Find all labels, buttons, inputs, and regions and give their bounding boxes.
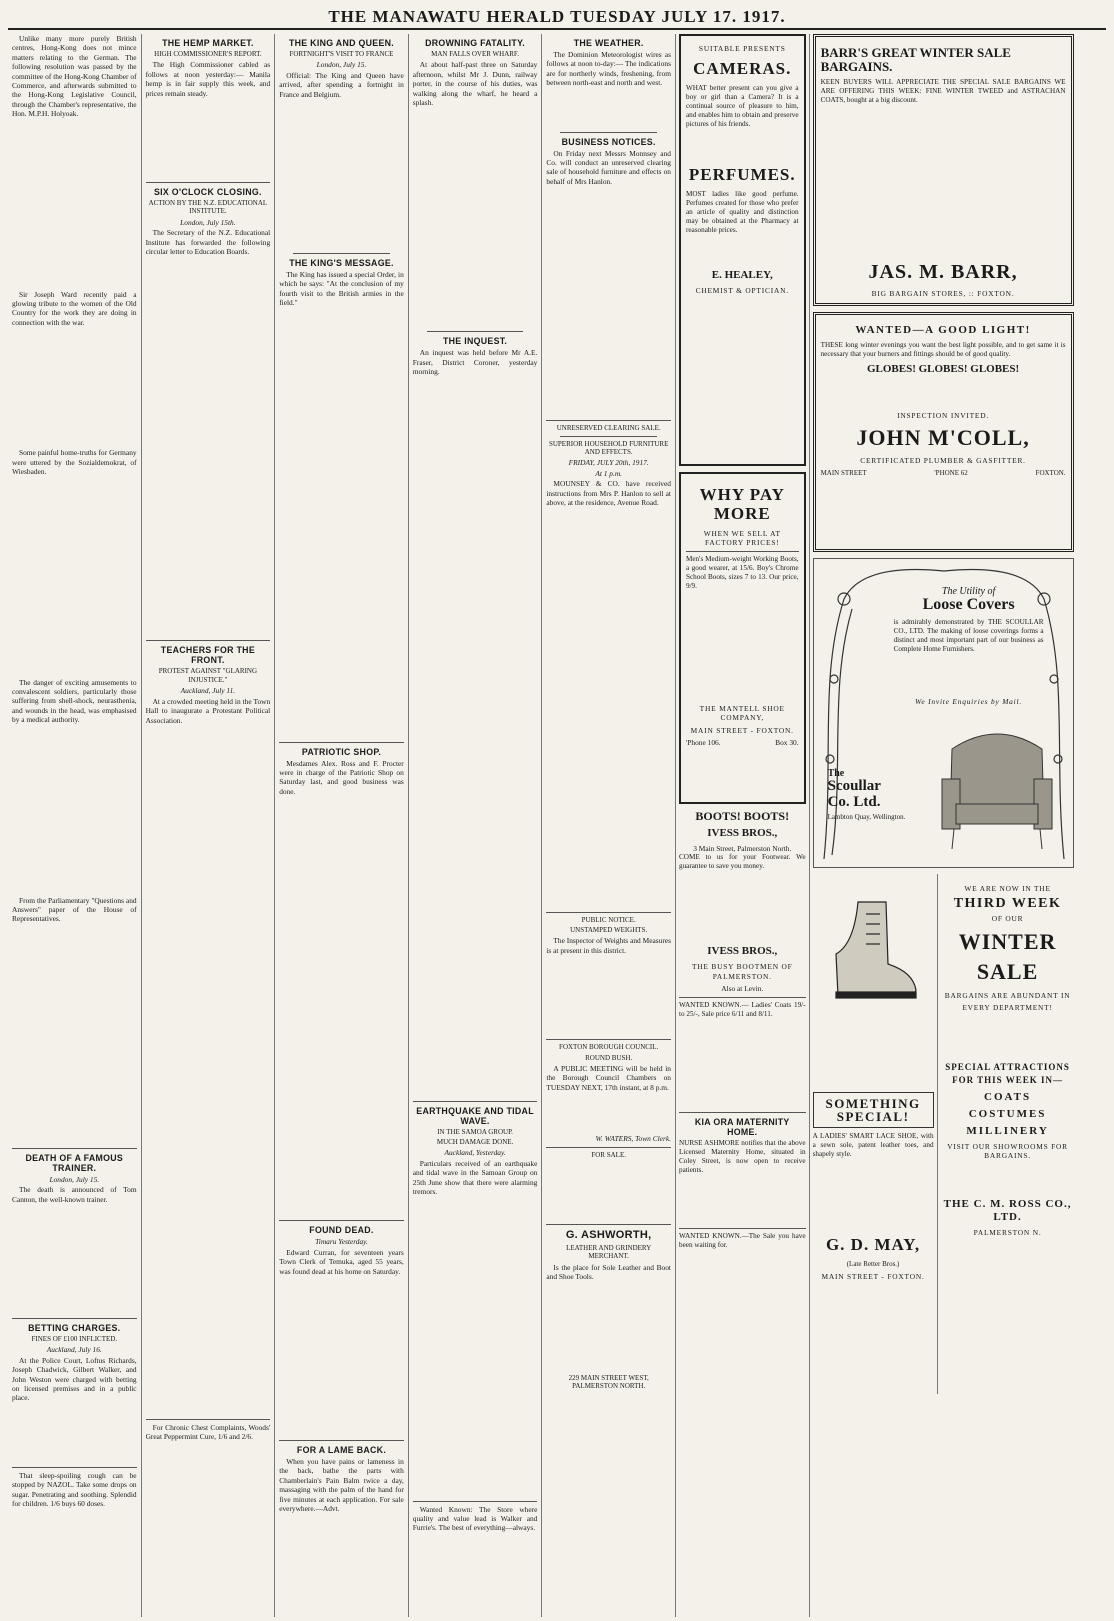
divider [560, 132, 657, 133]
headline: EARTHQUAKE AND TIDAL WAVE. [416, 1105, 534, 1126]
column-5 [542, 34, 676, 1617]
advert-ivess: BOOTS! BOOTS! IVESS BROS., 3 Main Street, Palmerston North. COME to us for your Footwear. We guarantee to save you money. IVESS BROS., THE BUSY BOOTMEN OF PALMERSTON. Also at Levin. [678, 809, 806, 994]
dateline: Auckland, July 11. [180, 686, 236, 696]
masthead [8, 6, 1106, 30]
advert-name: G. D. MAY, [825, 1235, 921, 1254]
article-text: At a crowded meeting held in the Town Hall to inaugurate a Protestant Political Association. [145, 696, 271, 725]
article-text: The King has issued a special Order, in which he says: "At the conclusion of my fourth visit to the British armies in the field." [279, 270, 404, 308]
advert-title: BOOTS! BOOTS! [695, 809, 790, 823]
divider [427, 331, 524, 332]
address: 229 MAIN STREET WEST, PALMERSTON NORTH. [568, 1373, 649, 1390]
article-text: On Friday next Messrs Monnsey and Co. will conduct an unreserved clearing sale of household furniture and effects on behalf of Mrs Hanlon. [546, 148, 671, 186]
subhead: FORTNIGHT'S VISIT TO FRANCE [289, 50, 394, 58]
article-text: The Inspector of Weights and Measures is at present in this district. [546, 936, 671, 955]
article-text: The Secretary of the N.Z. Educational Institute has forwarded the following circular letter to Education Boards. [145, 228, 271, 257]
advert-text: NURSE ASHMORE notifies that the above Licensed Maternity Home, situated in Coley Street, is now open to receive patients. [678, 1138, 806, 1174]
advert-name: JOHN M'COLL, [856, 425, 1030, 451]
advert-scoullar: The Utility of Loose Covers is admirably demonstrated by THE SCOULLAR CO., LTD. The making of loose coverings forms a distinct and most important part of our business as Complete Home Furnishers. We Invite Enquiries by Mail. The Scoullar Co. Ltd. Lambton Quay, Wellington. [813, 558, 1074, 868]
article-text: Edward Curran, for seventeen years Town Clerk of Temuka, aged 55 years, was found dead at his home on Saturday. [279, 1247, 404, 1276]
subhead: MAN FALLS OVER WHARF. [431, 50, 519, 58]
advert-title: CAMERAS. [693, 59, 792, 79]
subhead: PROTEST AGAINST "GLARING INJUSTICE." [158, 667, 258, 684]
article-text: When you have pains or lameness in the back, bathe the parts with Chamberlain's Pain Balm twice a day, massaging with the palm of the hand for five minutes at each application. For sale everywhere.—Advt. [279, 1456, 404, 1513]
article-text: At about half-past three on Saturday afternoon, whilst Mr J. Dunn, railway porter, in the course of his duties, was walking along the wharf, he heard a splash. [412, 60, 538, 108]
article-text: At the Police Court, Loftus Richards, Joseph Chadwick, Gilbert Walker, and John Weston were charged with betting on licensed premises and in a public place. [12, 1355, 137, 1403]
article-text: Is the place for Sole Leather and Boot and Shoe Tools. [546, 1262, 671, 1282]
column-6-ads [676, 34, 810, 1617]
advert-text: WANTED KNOWN.—The Sale you have been waiting for. [678, 1231, 806, 1249]
column-7-ads [810, 34, 1077, 1617]
divider [546, 1039, 671, 1040]
advert-name: E. HEALEY, [711, 269, 773, 282]
advert-name: Scoullar [827, 778, 881, 795]
dateline: Auckland, July 16. [46, 1345, 102, 1355]
advert-name: JAS. M. BARR, [868, 261, 1018, 283]
divider [546, 1147, 671, 1148]
advert-name: THE C. M. ROSS CO., LTD. [943, 1197, 1072, 1223]
subhead: ACTION BY THE N.Z. EDUCATIONAL INSTITUTE. [148, 199, 268, 216]
article-text: Unlike many more purely British centres, Hong-Kong does not mince matters relating to the German. The following resolution was passed by the committee of the Hong-Kong Chamber of Commerce, and afterwards submitted to the Hong-Kong Legislative Council, through the Chamber's representative, the Hon. M.P.H. Holyoak. [12, 34, 137, 119]
divider [546, 420, 671, 421]
article-text: The danger of exciting amusements to convalescent soldiers, particularly those suffering from shell-shock, neurasthenia, and wounds in the head, was emphasised by a medical authority. [12, 677, 137, 725]
article-text: Official: The King and Queen have arrived, after spending a fortnight in France and Belgium. [279, 70, 404, 99]
columns [8, 34, 1106, 1617]
advert-text: Wanted Known: The Store where quality and value lead is Walker and Furrie's. The best of everything—always. [412, 1504, 538, 1533]
subhead: IN THE SAMOA GROUP. [437, 1127, 513, 1136]
subhead: FOR SALE. [591, 1150, 626, 1159]
dateline: At 1 p.m. [595, 468, 623, 478]
divider [413, 1101, 538, 1102]
divider [279, 1440, 404, 1441]
advert-barr: BARR'S GREAT WINTER SALE BARGAINS. KEEN BUYERS WILL APPRECIATE THE SPECIAL SALE BARGAINS WE ARE OFFERING THIS WEEK: FINE WINTER TWEED and ASTRACHAN COATS, bought at a big discount. JAS. M. BARR, BIG BARGAIN STORES, :: FOXTON. [813, 34, 1074, 306]
column-3 [275, 34, 409, 1617]
article-text: An inquest was held before Mr A.E. Fraser, District Coroner, yesterday morning. [412, 348, 538, 377]
advert-healey: SUITABLE PRESENTS CAMERAS. WHAT better present can you give a boy or girl than a Camera? It is a continual source of pleasure to him, and enables him to obtain and preserve pictures of his friends. PERFUMES. MOST ladies like good perfume. Perfumes created for those who prefer an article of quality and distinction may be obtained at the Pharmacy at reasonable prices. E. HEALEY, CHEMIST & OPTICIAN. [679, 34, 806, 466]
divider [146, 640, 271, 641]
subhead: UNSTAMPED WEIGHTS. [570, 925, 648, 934]
dateline: London, July 15. [49, 1174, 100, 1184]
article-filler [12, 120, 137, 290]
divider [146, 1419, 271, 1420]
advert-title: SOMETHING SPECIAL! [813, 1092, 934, 1128]
advert-title: BARR'S GREAT WINTER SALE BARGAINS. [820, 45, 1011, 74]
advert-title: WHY PAY MORE [699, 485, 785, 523]
divider [546, 1224, 671, 1225]
divider [546, 912, 671, 913]
headline: BUSINESS NOTICES. [561, 136, 656, 147]
advert-text: WANTED KNOWN.— Ladies' Coats 19/- to 25/-, Sale price 6/11 and 8/11. [678, 1000, 806, 1018]
advert-mccoll: WANTED—A GOOD LIGHT! THESE long winter evenings you want the best light possible, and to get same it is necessary that your burners and fittings should be of good quality. GLOBES! GLOBES! GLOBES! INSPECTION INVITED. JOHN M'COLL, CERTIFICATED PLUMBER & GASFITTER. MAIN STREET 'PHONE 62 FOXTON. [813, 312, 1074, 552]
headline: SIX O'CLOCK CLOSING. [153, 187, 262, 198]
headline: PATRIOTIC SHOP. [301, 746, 382, 757]
article-text: Sir Joseph Ward recently paid a glowing tribute to the women of the Old Country for the work they are doing in connection with the war. [12, 289, 137, 327]
signature: W. WATERS, Town Clerk. [595, 1134, 671, 1144]
subhead: SUPERIOR HOUSEHOLD FURNITURE AND EFFECTS. [548, 439, 669, 457]
divider [293, 253, 390, 254]
article-text: Particulars received of an earthquake and tidal wave in the Samoan Group on 25th June show that there were alarming tremors. [412, 1158, 538, 1197]
divider [12, 1148, 137, 1149]
headline: BETTING CHARGES. [28, 1322, 121, 1333]
subhead: ROUND BUSH. [585, 1053, 633, 1062]
subhead: HIGH COMMISSIONER'S REPORT. [154, 50, 262, 58]
headline: THE WEATHER. [573, 38, 644, 48]
headline: THE INQUEST. [442, 336, 508, 347]
dateline: London, July 15th. [180, 217, 236, 227]
headline: FOUND DEAD. [309, 1225, 374, 1236]
headline: G. ASHWORTH, [565, 1228, 652, 1241]
advert-mantell: WHY PAY MORE WHEN WE SELL AT FACTORY PRICES! Men's Medium-weight Working Boots, a good wearer, at 15/6. Boy's Chrome School Boots, sizes 7 to 13. Our price, 9/9. THE MANTELL SHOE COMPANY, MAIN STREET - FOXTON. 'Phone 106. Box 30. [679, 472, 806, 804]
headline: KIA ORA MATERNITY HOME. [694, 1116, 790, 1137]
headline: THE KING'S MESSAGE. [289, 258, 394, 269]
advert-name: IVESS BROS., [707, 827, 778, 839]
subhead: LEATHER AND GRINDERY MERCHANT. [566, 1243, 652, 1261]
subhead: MUCH DAMAGE DONE. [436, 1138, 514, 1147]
headline: DROWNING FATALITY. [425, 38, 526, 48]
subhead: FINES OF £100 INFLICTED. [31, 1334, 118, 1343]
divider [12, 1467, 137, 1468]
dateline: Timaru Yesterday. [315, 1237, 368, 1247]
dateline: London, July 15. [316, 60, 367, 70]
headline: FOR A LAME BACK. [296, 1444, 387, 1455]
column-4 [409, 34, 543, 1617]
column-1 [8, 34, 142, 1617]
headline: TEACHERS FOR THE FRONT. [160, 645, 256, 666]
divider [146, 182, 271, 183]
article-text: The death is announced of Tom Cannon, the well-known trainer. [12, 1185, 137, 1204]
advert-title: WANTED—A GOOD LIGHT! [855, 324, 1031, 336]
article-text: The Dominion Meteorologist wires as follows at noon to-day:— The indications are for northerly winds, freshening, from between north-east and north and west. [546, 50, 671, 88]
headline: DEATH OF A FAMOUS TRAINER. [25, 1152, 124, 1173]
divider [279, 1220, 404, 1221]
advert-name: IVESS BROS., [707, 945, 778, 958]
lace-shoe-icon [828, 894, 918, 1004]
subhead: FOXTON BOROUGH COUNCIL. [559, 1043, 659, 1052]
advert-may: SOMETHING SPECIAL! A LADIES' SMART LACE SHOE, with a sewn sole, patent leather toes, and shapely style. G. D. MAY, (Late Retter Bros.) MAIN STREET - FOXTON. WE ARE NOW IN THE THIRD WEEK OF OUR WINTER SALE BARGAINS ARE ABUNDANT IN EVERY DEPARTMENT! SPECIAL ATTRACTIONS FOR THIS WEEK IN— COATS COSTUMES MILLINERY VISIT OUR SHOWROOMS FOR BARGAINS. THE C. M. ROSS CO., LTD. PALMERSTON N. [813, 874, 1074, 1394]
article-text: The High Commissioner cabled as follows at noon yesterday:— Manila hemp is in fair supply this week, and prices remain steady. [145, 60, 271, 98]
column-2 [142, 34, 276, 1617]
dateline: Auckland, Yesterday. [444, 1148, 506, 1158]
advert-text: For Chronic Chest Complaints, Woods' Great Peppermint Cure, 1/6 and 2/6. [145, 1422, 271, 1442]
dateline: FRIDAY, JULY 20th, 1917. [568, 458, 649, 468]
article-text: Some painful home-truths for Germany were uttered by the Sozialdemokrat, of Wiesbaden. [12, 448, 137, 477]
headline: THE KING AND QUEEN. [288, 38, 395, 48]
advert-title: Loose Covers [922, 596, 1015, 614]
divider [279, 742, 404, 743]
divider [12, 1318, 137, 1319]
article-text: From the Parliamentary "Questions and Answers" paper of the House of Representatives. [12, 895, 137, 924]
divider [413, 1501, 538, 1502]
advert-title: PERFUMES. [688, 165, 796, 185]
masthead-title: THE MANAWATU HERALD TUESDAY JULY 17. 1917. [328, 7, 786, 26]
article-text: A PUBLIC MEETING will be held in the Borough Council Chambers on TUESDAY NEXT, 17th instant, at 8 p.m. [546, 1063, 671, 1092]
armchair-icon [932, 709, 1062, 859]
divider [560, 436, 657, 437]
subhead: UNRESERVED CLEARING SALE. [556, 424, 661, 433]
article-text: MOUNSEY & CO. have received instructions from Mrs P. Hanlon to sell at above, at the residence, Avenue Road. [546, 479, 671, 508]
article-text: Mesdames Alex. Ross and F. Procter were in charge of the Patriotic Shop on Saturday last, and good business was done. [279, 758, 404, 796]
subhead: PUBLIC NOTICE. [581, 915, 636, 924]
headline: THE HEMP MARKET. [162, 38, 254, 48]
advert-text: That sleep-spoiling cough can be stopped by NAZOL. Take some drops on sugar. Penetrating and soothing. Splendid for children. 1/6 buys 60 doses. [12, 1470, 137, 1509]
